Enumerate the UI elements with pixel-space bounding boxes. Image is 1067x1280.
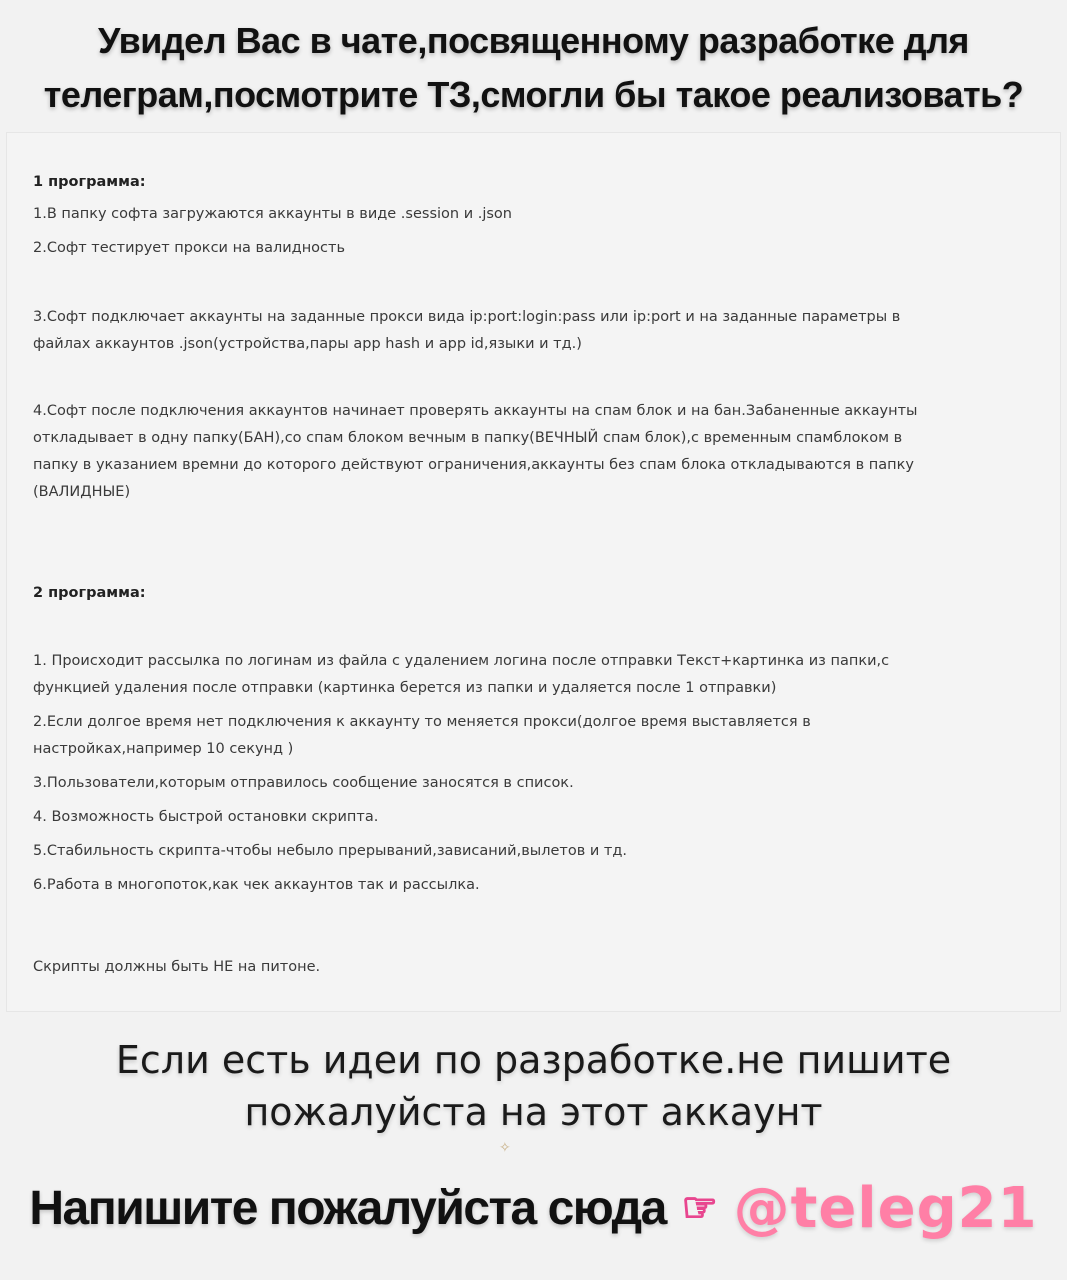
- program-2-item: 4. Возможность быстрой остановки скрипта.: [33, 809, 379, 825]
- program-1-item: откладывает в одну папку(БАН),со спам блоком вечным в папку(ВЕЧНЫЙ спам блок),с временным спамблоком в: [33, 430, 903, 446]
- program-1-title: 1 программа:: [33, 174, 146, 190]
- bottom-note: [0, 1034, 1067, 1138]
- telegram-handle-link[interactable]: @teleg21: [733, 1175, 1038, 1241]
- headline-line-1: Увидел Вас в чате,посвященному разработке для: [98, 20, 969, 61]
- program-1-item: 4.Софт после подключения аккаунтов начинает проверять аккаунты на спам блок и на бан.Забаненные аккаунты: [33, 403, 918, 419]
- program-2-title: 2 программа:: [33, 585, 146, 601]
- program-1-item: папку в указанием времни до которого действуют ограничения,аккаунты без спам блока откладываются в папку: [33, 457, 914, 473]
- program-2-item: 3.Пользователи,которым отправилось сообщение заносятся в список.: [33, 775, 574, 791]
- program-2-item: настройках,например 10 секунд ): [33, 741, 294, 757]
- headline-line-2: телеграм,посмотрите ТЗ,смогли бы такое реализовать?: [43, 74, 1024, 115]
- bottom-note-line-2: пожалуйста на этот аккаунт: [244, 1090, 823, 1134]
- pointing-hand-icon: ☞: [681, 1185, 718, 1231]
- cta-text: Напишите пожалуйста сюда: [29, 1181, 666, 1235]
- call-to-action: [0, 1168, 1067, 1248]
- program-2-item: 2.Если долгое время нет подключения к аккаунту то меняется прокси(долгое время выставляется в: [33, 714, 811, 730]
- program-1-item: (ВАЛИДНЫЕ): [33, 484, 131, 500]
- program-1-item: 3.Софт подключает аккаунты на заданные прокси вида ip:port:login:pass или ip:port и на заданные параметры в: [33, 309, 901, 325]
- program-1-item: 1.В папку софта загружаются аккаунты в виде .session и .json: [33, 206, 512, 222]
- program-2-item: 6.Работа в многопоток,как чек аккаунтов так и рассылка.: [33, 877, 480, 893]
- sparkle-icon: ✧: [499, 1140, 511, 1156]
- program-2-item: функцией удаления после отправки (картинка берется из папки и удаляется после 1 отправки): [33, 680, 777, 696]
- spec-card: [6, 132, 1061, 1012]
- program-1-item: файлах аккаунтов .json(устройства,пары app hash и app id,языки и тд.): [33, 336, 582, 352]
- headline: [0, 14, 1067, 122]
- spec-footer-note: Скрипты должны быть НЕ на питоне.: [33, 959, 321, 975]
- program-2-item: 1. Происходит рассылка по логинам из файла с удалением логина после отправки Текст+картинка из папки,с: [33, 653, 890, 669]
- program-2-item: 5.Стабильность скрипта-чтобы небыло прерываний,зависаний,вылетов и тд.: [33, 843, 627, 859]
- bottom-note-line-1: Если есть идеи по разработке.не пишите: [115, 1038, 952, 1082]
- program-1-item: 2.Софт тестирует прокси на валидность: [33, 240, 346, 256]
